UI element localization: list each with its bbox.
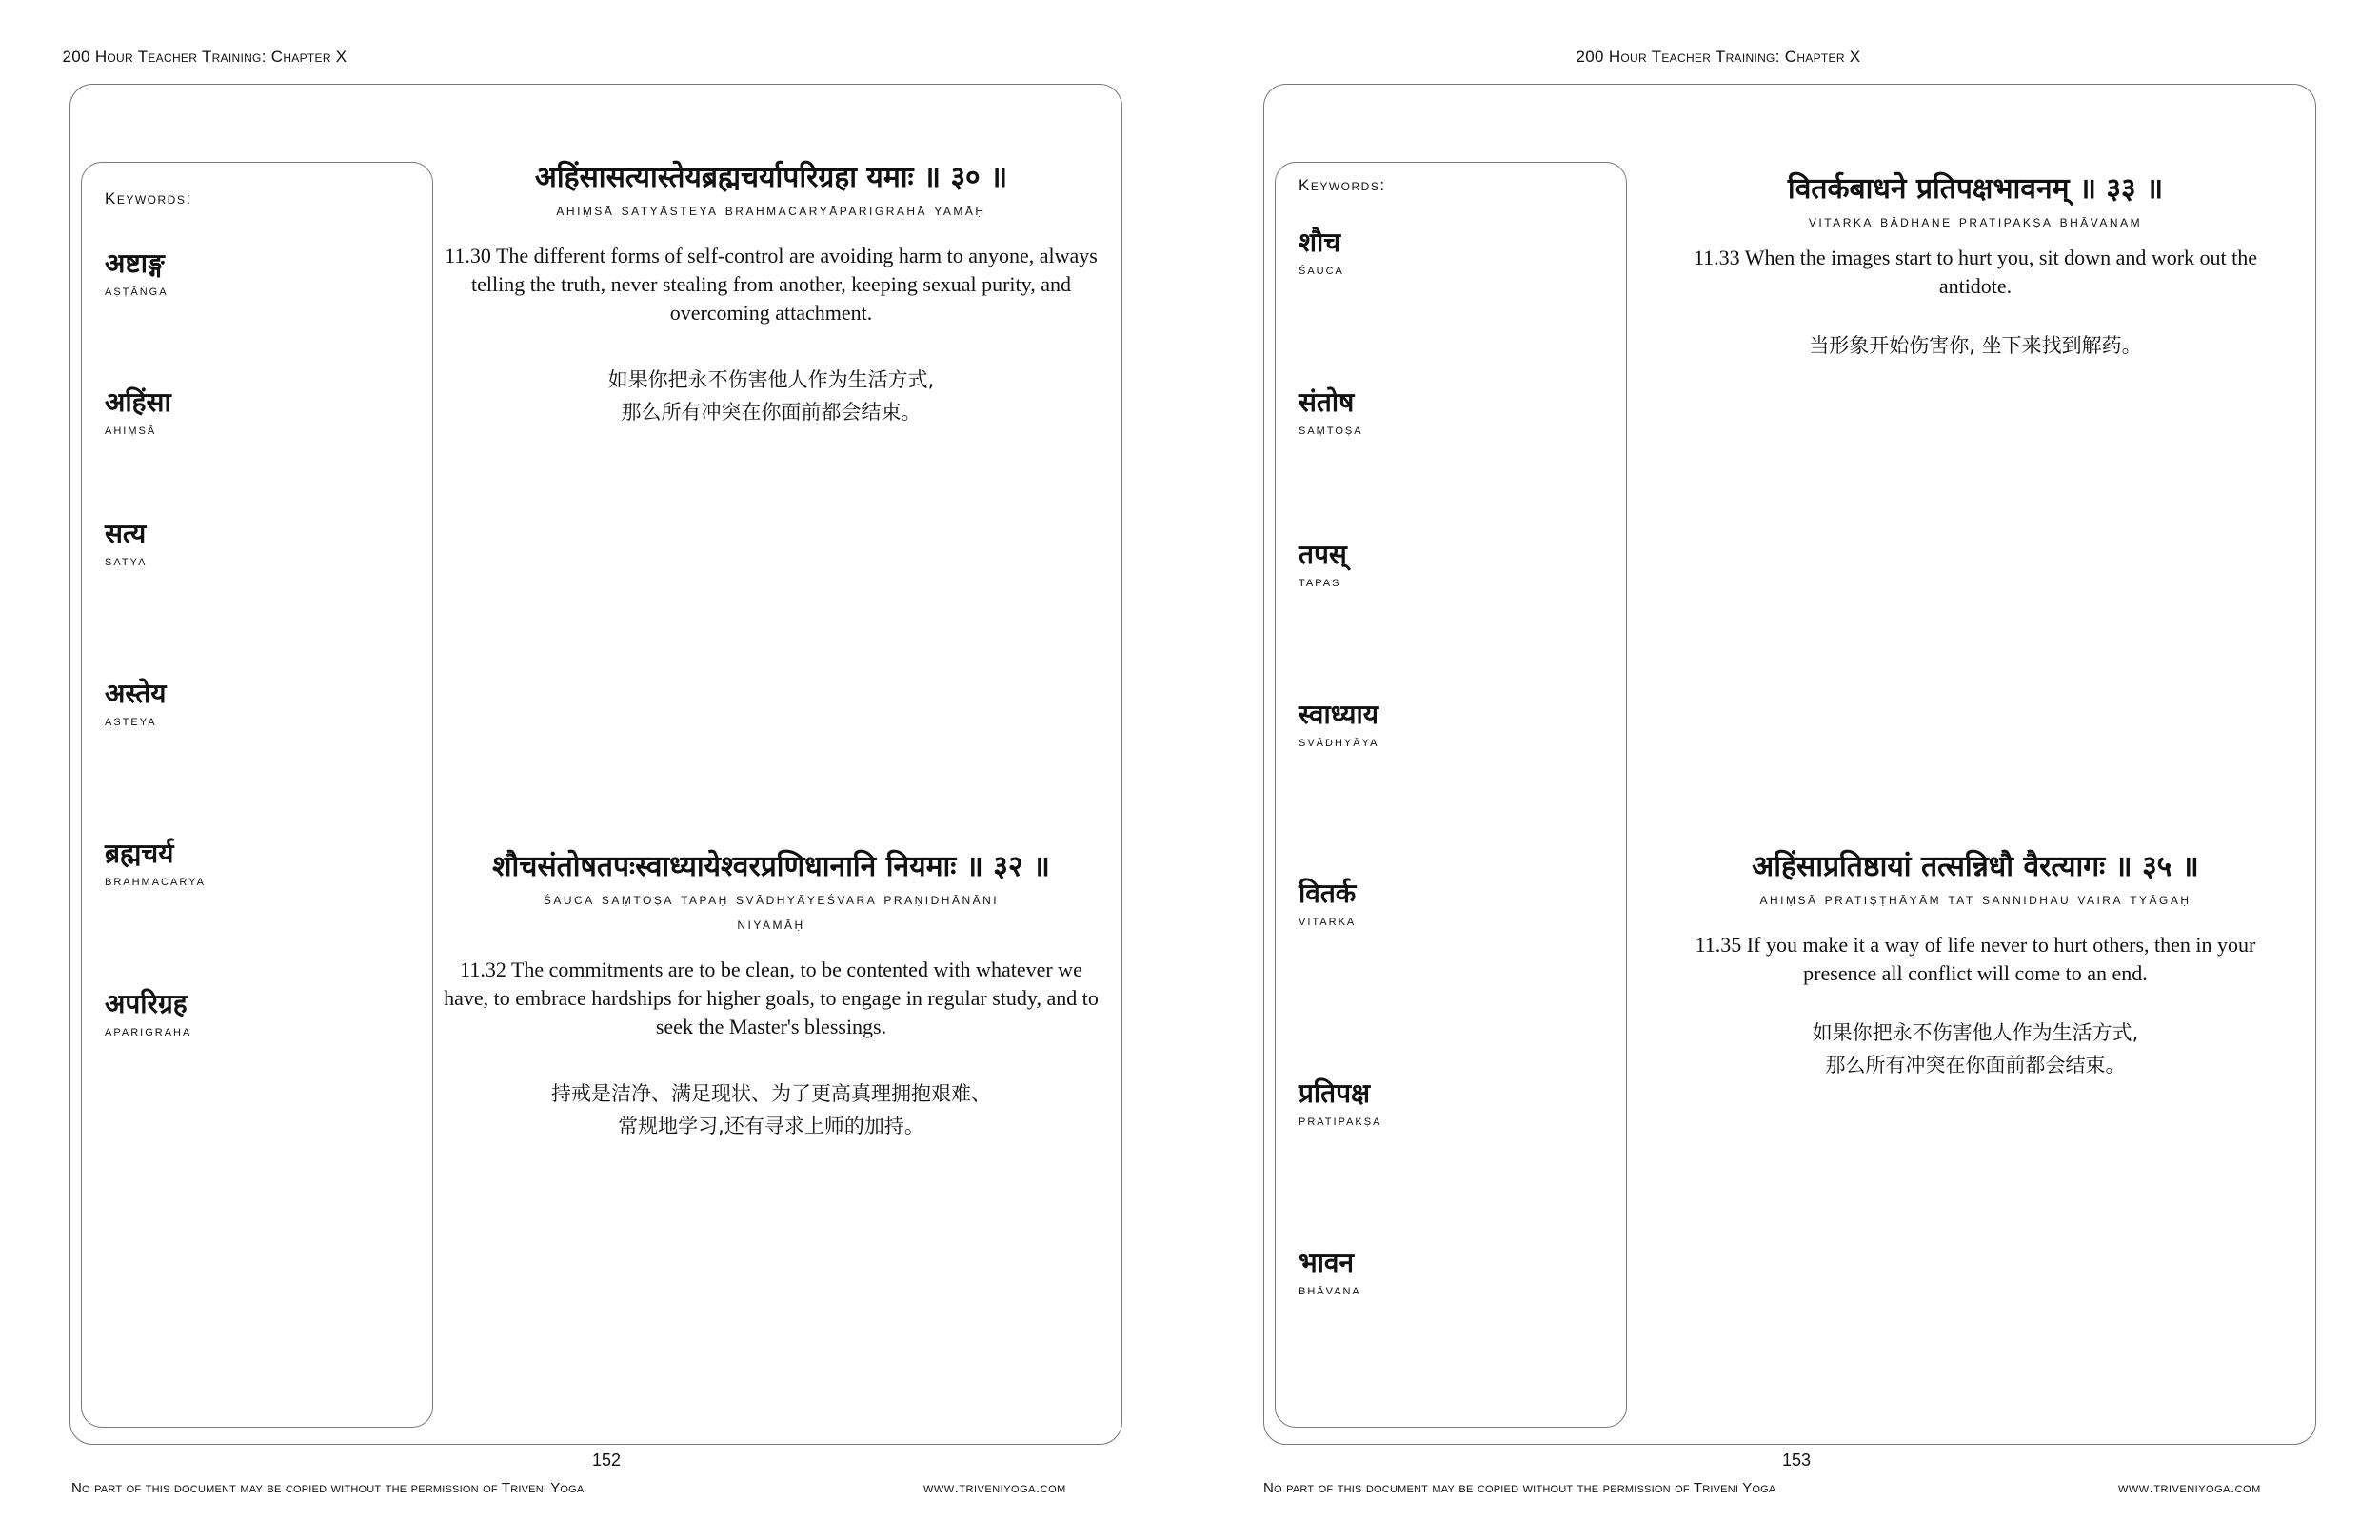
- english-translation: 11.33 When the images start to hurt you, sit down and work out the antidote.: [1693, 246, 2258, 298]
- keywords-title: Keywords:: [1299, 176, 1386, 194]
- keyword-transliteration: saṃtoṣa: [1299, 422, 1363, 438]
- website-link[interactable]: www.triveniyoga.com: [2118, 1480, 2261, 1496]
- page-number: 153: [1781, 1451, 1812, 1470]
- english-translation: 11.35 If you make it a way of life never to hurt others, then in your presence all conflict will come to an end.: [1695, 933, 2256, 985]
- keyword-transliteration: śauca: [1299, 262, 1344, 278]
- keyword-item: [105, 248, 169, 299]
- keyword-transliteration: aparigraha: [105, 1023, 192, 1039]
- sanskrit-verse: वितर्कबाधने प्रतिपक्षभावनम् ॥ ३३ ॥: [1787, 172, 2164, 206]
- keyword-transliteration: ahiṃsā: [105, 422, 157, 438]
- chinese-translation: [1642, 1017, 2309, 1081]
- chinese-line: 常规地学习,还有寻求上师的加持。: [618, 1115, 924, 1137]
- keyword-item: [105, 519, 147, 569]
- verse-block: [1642, 171, 2309, 362]
- keyword-devanagari: शौच: [1299, 227, 1341, 258]
- keyword-devanagari: संतोष: [1299, 386, 1355, 418]
- chinese-line: 那么所有冲突在你面前都会结束。: [621, 401, 922, 424]
- keyword-devanagari: ब्रह्मचर्य: [105, 838, 174, 869]
- keyword-devanagari: अस्तेय: [105, 678, 167, 709]
- keyword-transliteration: pratipakṣa: [1299, 1113, 1382, 1129]
- page-number: 152: [591, 1451, 622, 1470]
- keyword-transliteration: asteya: [105, 713, 157, 729]
- page-header: 200 Hour Teacher Training: Chapter X: [1576, 48, 1861, 66]
- iast-transliteration: śauca saṃtoṣa tapaḥ svādhyāyeśvara praṇidhānāni niyamāḥ: [543, 890, 1000, 933]
- keyword-item: [1299, 1248, 1361, 1298]
- keyword-devanagari: सत्य: [105, 518, 147, 549]
- keyword-item: [1299, 227, 1344, 278]
- keywords-panel: [1275, 162, 1627, 1428]
- keyword-transliteration: tapas: [1299, 574, 1341, 590]
- keyword-transliteration: svādhyāya: [1299, 734, 1379, 750]
- keyword-transliteration: satya: [105, 553, 148, 569]
- keyword-devanagari: वितर्क: [1299, 878, 1357, 909]
- iast-transliteration: vitarka bādhane pratipakṣa bhāvanam: [1808, 212, 2143, 230]
- keyword-devanagari: अपरिग्रह: [105, 988, 188, 1019]
- keyword-transliteration: vitarka: [1299, 913, 1357, 929]
- chinese-translation: [438, 364, 1104, 428]
- keywords-title: Keywords:: [105, 189, 192, 207]
- sanskrit-verse: शौचसंतोषतपःस्वाध्यायेश्वरप्रणिधानानि नियमाः ॥ ३२ ॥: [492, 850, 1050, 883]
- chinese-line: 如果你把永不伤害他人作为生活方式,: [607, 368, 935, 391]
- keyword-transliteration: bhāvana: [1299, 1282, 1361, 1298]
- page-153: [1190, 0, 2380, 1540]
- keyword-item: [105, 989, 191, 1039]
- keyword-devanagari: स्वाध्याय: [1299, 699, 1378, 730]
- chinese-translation: [1642, 329, 2309, 362]
- chinese-line: 如果你把永不伤害他人作为生活方式,: [1812, 1021, 2139, 1044]
- sanskrit-verse: अहिंसाप्रतिष्ठायां तत्सन्निधौ वैरत्यागः ॥ ३५ ॥: [1752, 850, 2199, 883]
- keyword-item: [105, 679, 166, 729]
- keyword-devanagari: प्रतिपक्ष: [1299, 1077, 1371, 1109]
- sanskrit-verse: अहिंसासत्यास्तेयब्रह्मचर्यापरिग्रहा यमाः ॥ ३० ॥: [534, 161, 1008, 194]
- chinese-line: 那么所有冲突在你面前都会结束。: [1825, 1054, 2126, 1076]
- website-link[interactable]: www.triveniyoga.com: [923, 1480, 1066, 1496]
- verse-block: [1642, 849, 2309, 1081]
- chinese-line: 当形象开始伤害你, 坐下来找到解药。: [1809, 334, 2142, 357]
- keywords-panel: [81, 162, 433, 1428]
- keyword-devanagari: अष्टाङ्ग: [105, 247, 165, 279]
- keyword-item: [1299, 700, 1378, 750]
- copyright-notice: No part of this document may be copied without the permission of Triveni Yoga: [71, 1480, 585, 1496]
- keyword-item: [105, 839, 206, 889]
- page-header: 200 Hour Teacher Training: Chapter X: [62, 48, 347, 66]
- keyword-devanagari: भावन: [1299, 1247, 1355, 1278]
- keyword-item: [1299, 1078, 1381, 1129]
- copyright-notice: No part of this document may be copied without the permission of Triveni Yoga: [1263, 1480, 1776, 1496]
- keyword-devanagari: अहिंसा: [105, 386, 171, 418]
- keyword-item: [105, 387, 171, 438]
- verse-block: [438, 160, 1104, 428]
- keyword-item: [1299, 387, 1363, 438]
- keyword-item: [1299, 879, 1356, 929]
- iast-transliteration: ahiṃsā pratiṣṭhāyāṃ tat sannidhau vaira tyāgaḥ: [1759, 890, 2192, 908]
- english-translation: 11.30 The different forms of self-control are avoiding harm to anyone, always telling the truth, never stealing from another, keeping sexual purity, and overcoming attachment.: [445, 244, 1098, 325]
- iast-transliteration: ahiṃsā satyāsteya brahmacaryāparigrahā yamāḥ: [556, 201, 986, 219]
- keyword-devanagari: तपस्: [1299, 539, 1347, 570]
- english-translation: 11.32 The commitments are to be clean, to be contented with whatever we have, to embrace hardships for higher goals, to engage in regular study, and to seek the Master's blessings.: [444, 958, 1099, 1038]
- chinese-line: 持戒是洁净、满足现状、为了更高真理拥抱艰难、: [551, 1082, 991, 1105]
- chinese-translation: [438, 1077, 1104, 1142]
- keyword-item: [1299, 540, 1347, 590]
- keyword-transliteration: aṣṭāṅga: [105, 283, 169, 299]
- keyword-transliteration: brahmacarya: [105, 873, 206, 889]
- verse-block: [438, 849, 1104, 1142]
